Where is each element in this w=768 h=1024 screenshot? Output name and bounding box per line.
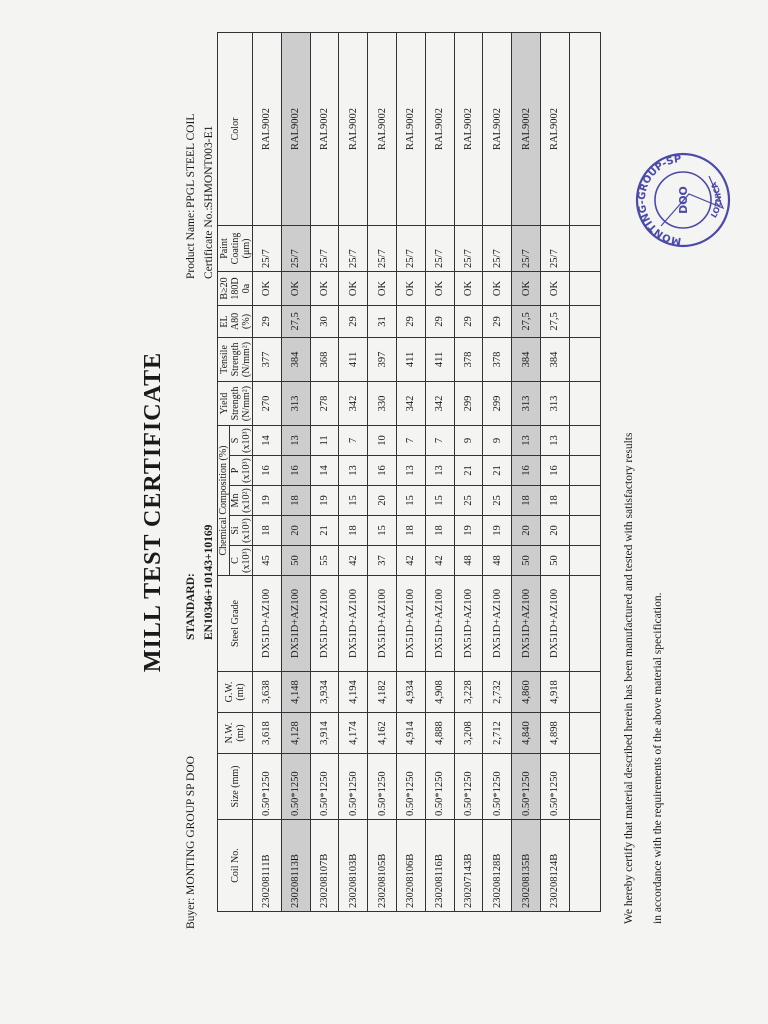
cell-bend-test: OK [368, 271, 397, 305]
cell-mn: 19 [253, 486, 282, 516]
cell-nw: 4,898 [540, 713, 569, 754]
cell-si: 21 [310, 516, 339, 546]
cell-coil-no: 230208113B [281, 820, 310, 912]
cell-elongation: 27,5 [281, 305, 310, 337]
header-tensile-unit: (N/mm²) [240, 341, 252, 378]
cell-bend-test: OK [281, 271, 310, 305]
cell-steel-grade: DX51D+AZ100 [368, 576, 397, 672]
cell-elongation: 27,5 [512, 305, 541, 337]
header-s [230, 425, 253, 455]
cell-nw: 4,174 [339, 713, 368, 754]
cell-tensile-strength: 411 [425, 337, 454, 381]
cell-si: 19 [454, 516, 483, 546]
cell-gw: 4,908 [425, 672, 454, 713]
cell-bend-test: OK [253, 271, 282, 305]
cell-size: 0.50*1250 [281, 754, 310, 820]
cell-p: 16 [368, 456, 397, 486]
cell-size: 0.50*1250 [454, 754, 483, 820]
certificate-no-label: Certificate No.: [203, 207, 215, 279]
cell-bend-test: OK [454, 271, 483, 305]
header-color: Color [218, 33, 253, 226]
cell-s: 14 [253, 425, 282, 455]
empty-cell [569, 305, 600, 337]
company-stamp [631, 144, 735, 256]
table-row [483, 33, 512, 912]
cell-color: RAL9002 [253, 33, 282, 226]
cell-gw: 4,918 [540, 672, 569, 713]
cell-mn: 25 [454, 486, 483, 516]
standard-label: STANDARD: [185, 573, 197, 640]
cell-elongation: 27,5 [540, 305, 569, 337]
cell-c: 50 [512, 546, 541, 576]
header-el-1: EL [218, 315, 230, 328]
cell-c: 55 [310, 546, 339, 576]
header-el-2: A80 [229, 312, 241, 331]
cell-size: 0.50*1250 [396, 754, 425, 820]
cell-yield-strength: 313 [281, 381, 310, 425]
cell-steel-grade: DX51D+AZ100 [512, 576, 541, 672]
cell-p: 16 [540, 456, 569, 486]
table-row [396, 33, 425, 912]
cell-size: 0.50*1250 [310, 754, 339, 820]
header-s-unit: (x10³) [241, 428, 252, 453]
cell-nw: 3,914 [310, 713, 339, 754]
header-yield-2: Strength [229, 386, 241, 421]
table-row [512, 33, 541, 912]
cell-coil-no: 230208116B [425, 820, 454, 912]
cell-p: 16 [253, 456, 282, 486]
header-steel-grade: Steel Grade [218, 576, 253, 672]
cell-gw: 4,194 [339, 672, 368, 713]
cell-yield-strength: 270 [253, 381, 282, 425]
header-p-label: P [230, 467, 241, 474]
cell-p: 16 [281, 456, 310, 486]
cell-gw: 3,228 [454, 672, 483, 713]
header-nw-label: N.W. [224, 722, 235, 744]
table-body [253, 33, 601, 912]
header-gw [218, 672, 253, 713]
cell-gw: 3,638 [253, 672, 282, 713]
cell-coil-no: 230207143B [454, 820, 483, 912]
cell-tensile-strength: 368 [310, 337, 339, 381]
cell-steel-grade: DX51D+AZ100 [310, 576, 339, 672]
table-row [281, 33, 310, 912]
cell-elongation: 29 [339, 305, 368, 337]
header-nw [218, 713, 253, 754]
cell-tensile-strength: 397 [368, 337, 397, 381]
cell-yield-strength: 313 [512, 381, 541, 425]
cell-s: 13 [281, 425, 310, 455]
document-title: MILL TEST CERTIFICATE [140, 351, 166, 673]
cell-elongation: 31 [368, 305, 397, 337]
test-results-table [217, 32, 601, 912]
cell-gw: 4,182 [368, 672, 397, 713]
cell-elongation: 29 [483, 305, 512, 337]
cell-color: RAL9002 [425, 33, 454, 226]
empty-cell [569, 225, 600, 271]
cell-color: RAL9002 [454, 33, 483, 226]
cell-si: 18 [425, 516, 454, 546]
header-bend-3: 0a [240, 283, 252, 294]
header-c-label: C [230, 557, 241, 564]
cell-s: 7 [425, 425, 454, 455]
header-yield-1: Yield [218, 392, 230, 415]
cell-p: 16 [512, 456, 541, 486]
cell-mn: 15 [396, 486, 425, 516]
header-mn-unit: (x10²) [241, 488, 252, 513]
cell-gw: 4,934 [396, 672, 425, 713]
header-gw-label: G.W. [224, 681, 235, 703]
cell-si: 19 [483, 516, 512, 546]
cell-c: 50 [540, 546, 569, 576]
cell-coil-no: 230208124B [540, 820, 569, 912]
cell-tensile-strength: 384 [281, 337, 310, 381]
cell-p: 14 [310, 456, 339, 486]
empty-cell [569, 486, 600, 516]
cell-c: 42 [339, 546, 368, 576]
header-c [230, 546, 253, 576]
cell-tensile-strength: 384 [540, 337, 569, 381]
cell-steel-grade: DX51D+AZ100 [339, 576, 368, 672]
cell-steel-grade: DX51D+AZ100 [396, 576, 425, 672]
cell-steel-grade: DX51D+AZ100 [540, 576, 569, 672]
header-yield-unit: (N/mm²) [240, 385, 252, 422]
cell-size: 0.50*1250 [483, 754, 512, 820]
header-paint-1: Paint [218, 238, 230, 259]
cell-coil-no: 230208105B [368, 820, 397, 912]
header-tensile-1: Tensile [218, 345, 230, 374]
cell-paint-coating: 25/7 [310, 225, 339, 271]
empty-cell [569, 456, 600, 486]
cell-steel-grade: DX51D+AZ100 [483, 576, 512, 672]
cell-nw: 4,914 [396, 713, 425, 754]
cell-size: 0.50*1250 [253, 754, 282, 820]
cell-paint-coating: 25/7 [368, 225, 397, 271]
cell-si: 20 [540, 516, 569, 546]
header-tensile-2: Strength [229, 342, 241, 377]
header-p [230, 456, 253, 486]
cell-color: RAL9002 [281, 33, 310, 226]
cell-si: 18 [253, 516, 282, 546]
stamp-center-text: DOO [677, 186, 690, 214]
cell-coil-no: 230208128B [483, 820, 512, 912]
table-header-row [218, 33, 230, 912]
cell-si: 15 [368, 516, 397, 546]
cell-tensile-strength: 411 [339, 337, 368, 381]
table-row [425, 33, 454, 912]
header-chemical-composition: Chemical Composition (%) [218, 425, 230, 575]
cell-bend-test: OK [396, 271, 425, 305]
cell-coil-no: 230208135B [512, 820, 541, 912]
cell-nw: 4,128 [281, 713, 310, 754]
cell-color: RAL9002 [483, 33, 512, 226]
cell-c: 37 [368, 546, 397, 576]
cell-paint-coating: 25/7 [396, 225, 425, 271]
cell-steel-grade: DX51D+AZ100 [454, 576, 483, 672]
cell-tensile-strength: 384 [512, 337, 541, 381]
certificate-no-value: SHMONT003-E1 [203, 125, 215, 208]
cell-mn: 15 [339, 486, 368, 516]
cell-nw: 4,162 [368, 713, 397, 754]
cell-gw: 4,860 [512, 672, 541, 713]
cell-bend-test: OK [512, 271, 541, 305]
cell-tensile-strength: 378 [483, 337, 512, 381]
cell-size: 0.50*1250 [540, 754, 569, 820]
cell-p: 13 [396, 456, 425, 486]
cell-s: 13 [540, 425, 569, 455]
cell-paint-coating: 25/7 [454, 225, 483, 271]
cell-coil-no: 230208106B [396, 820, 425, 912]
cell-s: 7 [396, 425, 425, 455]
empty-cell [569, 516, 600, 546]
cell-yield-strength: 313 [540, 381, 569, 425]
cell-paint-coating: 25/7 [425, 225, 454, 271]
empty-cell [569, 754, 600, 820]
table-row [310, 33, 339, 912]
cell-mn: 20 [368, 486, 397, 516]
table-empty-row [569, 33, 600, 912]
cell-c: 42 [425, 546, 454, 576]
cell-coil-no: 230208103B [339, 820, 368, 912]
header-gw-unit: (mt) [235, 683, 246, 701]
cell-bend-test: OK [425, 271, 454, 305]
header-paint-coating [218, 225, 253, 271]
header-coil-no: Coil No. [218, 820, 253, 912]
cell-elongation: 29 [454, 305, 483, 337]
cell-gw: 3,934 [310, 672, 339, 713]
cell-gw: 2,732 [483, 672, 512, 713]
empty-cell [569, 576, 600, 672]
stamp-text-top: MONTING-GROUP-SP [636, 153, 683, 247]
cell-color: RAL9002 [396, 33, 425, 226]
cell-size: 0.50*1250 [368, 754, 397, 820]
header-s-label: S [230, 437, 241, 444]
cell-paint-coating: 25/7 [253, 225, 282, 271]
header-p-unit: (x10³) [241, 458, 252, 483]
cell-color: RAL9002 [540, 33, 569, 226]
cell-steel-grade: DX51D+AZ100 [425, 576, 454, 672]
cell-s: 9 [454, 425, 483, 455]
cell-yield-strength: 299 [483, 381, 512, 425]
cell-tensile-strength: 378 [454, 337, 483, 381]
cell-c: 45 [253, 546, 282, 576]
cell-tensile-strength: 377 [253, 337, 282, 381]
cell-bend-test: OK [540, 271, 569, 305]
cell-color: RAL9002 [310, 33, 339, 226]
cell-paint-coating: 25/7 [339, 225, 368, 271]
empty-cell [569, 425, 600, 455]
cell-si: 20 [281, 516, 310, 546]
cell-nw: 3,208 [454, 713, 483, 754]
cell-mn: 18 [512, 486, 541, 516]
header-paint-2: Coating [229, 232, 241, 265]
cell-yield-strength: 342 [396, 381, 425, 425]
cell-p: 13 [425, 456, 454, 486]
header-si-unit: (x10³) [241, 518, 252, 543]
cell-elongation: 29 [425, 305, 454, 337]
cell-elongation: 29 [253, 305, 282, 337]
empty-cell [569, 381, 600, 425]
cell-nw: 4,888 [425, 713, 454, 754]
cell-elongation: 30 [310, 305, 339, 337]
cell-s: 9 [483, 425, 512, 455]
stamp-text-bottom: LOZNICA [709, 180, 724, 220]
cell-yield-strength: 299 [454, 381, 483, 425]
header-c-unit: (x10³) [241, 548, 252, 573]
cell-elongation: 29 [396, 305, 425, 337]
header-nw-unit: (mt) [235, 724, 246, 742]
cell-paint-coating: 25/7 [281, 225, 310, 271]
cell-steel-grade: DX51D+AZ100 [281, 576, 310, 672]
cell-paint-coating: 25/7 [512, 225, 541, 271]
empty-cell [569, 546, 600, 576]
cell-mn: 19 [310, 486, 339, 516]
cell-yield-strength: 342 [425, 381, 454, 425]
cell-bend-test: OK [483, 271, 512, 305]
cell-coil-no: 230208107B [310, 820, 339, 912]
table-row [339, 33, 368, 912]
empty-cell [569, 337, 600, 381]
cell-color: RAL9002 [512, 33, 541, 226]
certification-statement-line-1: We hereby certify that material described herein has been manufactured and tested with satisfactory results [623, 432, 635, 924]
header-yield-strength [218, 381, 253, 425]
standard-value: EN10346+10143+10169 [203, 524, 215, 640]
header-si [230, 516, 253, 546]
cell-yield-strength: 342 [339, 381, 368, 425]
cell-yield-strength: 278 [310, 381, 339, 425]
cell-bend-test: OK [339, 271, 368, 305]
buyer-label: Buyer: MONTING GROUP SP DOO [185, 756, 197, 929]
cell-si: 20 [512, 516, 541, 546]
header-el-unit: (%) [240, 313, 252, 329]
header-si-label: Si [230, 526, 241, 535]
cell-nw: 2,712 [483, 713, 512, 754]
cell-gw: 4,148 [281, 672, 310, 713]
cell-bend-test: OK [310, 271, 339, 305]
cell-tensile-strength: 411 [396, 337, 425, 381]
table-row [454, 33, 483, 912]
cell-c: 50 [281, 546, 310, 576]
cell-s: 11 [310, 425, 339, 455]
empty-cell [569, 713, 600, 754]
header-tensile-strength [218, 337, 253, 381]
cell-nw: 4,840 [512, 713, 541, 754]
cell-mn: 18 [540, 486, 569, 516]
cell-c: 48 [483, 546, 512, 576]
product-name-value: PPGL STEEL COIL [185, 113, 197, 208]
header-elongation [218, 305, 253, 337]
cell-color: RAL9002 [368, 33, 397, 226]
header-mn [230, 486, 253, 516]
cell-yield-strength: 330 [368, 381, 397, 425]
header-mn-label: Mn [230, 493, 241, 508]
header-bend-2: 180D [229, 277, 241, 300]
cell-s: 7 [339, 425, 368, 455]
cell-mn: 25 [483, 486, 512, 516]
header-bend-test [218, 271, 253, 305]
cell-coil-no: 230208111B [253, 820, 282, 912]
table-row [368, 33, 397, 912]
cell-paint-coating: 25/7 [540, 225, 569, 271]
cell-c: 42 [396, 546, 425, 576]
cell-steel-grade: DX51D+AZ100 [253, 576, 282, 672]
cell-si: 18 [396, 516, 425, 546]
cell-mn: 15 [425, 486, 454, 516]
cell-nw: 3,618 [253, 713, 282, 754]
empty-cell [569, 271, 600, 305]
empty-cell [569, 820, 600, 912]
product-name-label: Product Name: [185, 209, 197, 279]
cell-p: 21 [454, 456, 483, 486]
empty-cell [569, 33, 600, 226]
empty-cell [569, 672, 600, 713]
cell-size: 0.50*1250 [512, 754, 541, 820]
cell-c: 48 [454, 546, 483, 576]
cell-paint-coating: 25/7 [483, 225, 512, 271]
table-row [253, 33, 282, 912]
cell-s: 10 [368, 425, 397, 455]
cell-p: 21 [483, 456, 512, 486]
certification-statement-line-2: in accordance with the requirements of the above material specification. [652, 592, 664, 924]
header-size: Size (mm) [218, 754, 253, 820]
header-paint-unit: (μm) [240, 238, 252, 259]
cell-size: 0.50*1250 [425, 754, 454, 820]
cell-si: 18 [339, 516, 368, 546]
cell-s: 13 [512, 425, 541, 455]
cell-color: RAL9002 [339, 33, 368, 226]
cell-mn: 18 [281, 486, 310, 516]
table-row [540, 33, 569, 912]
cell-size: 0.50*1250 [339, 754, 368, 820]
header-bend-1: B≥20 [218, 277, 230, 300]
cell-p: 13 [339, 456, 368, 486]
